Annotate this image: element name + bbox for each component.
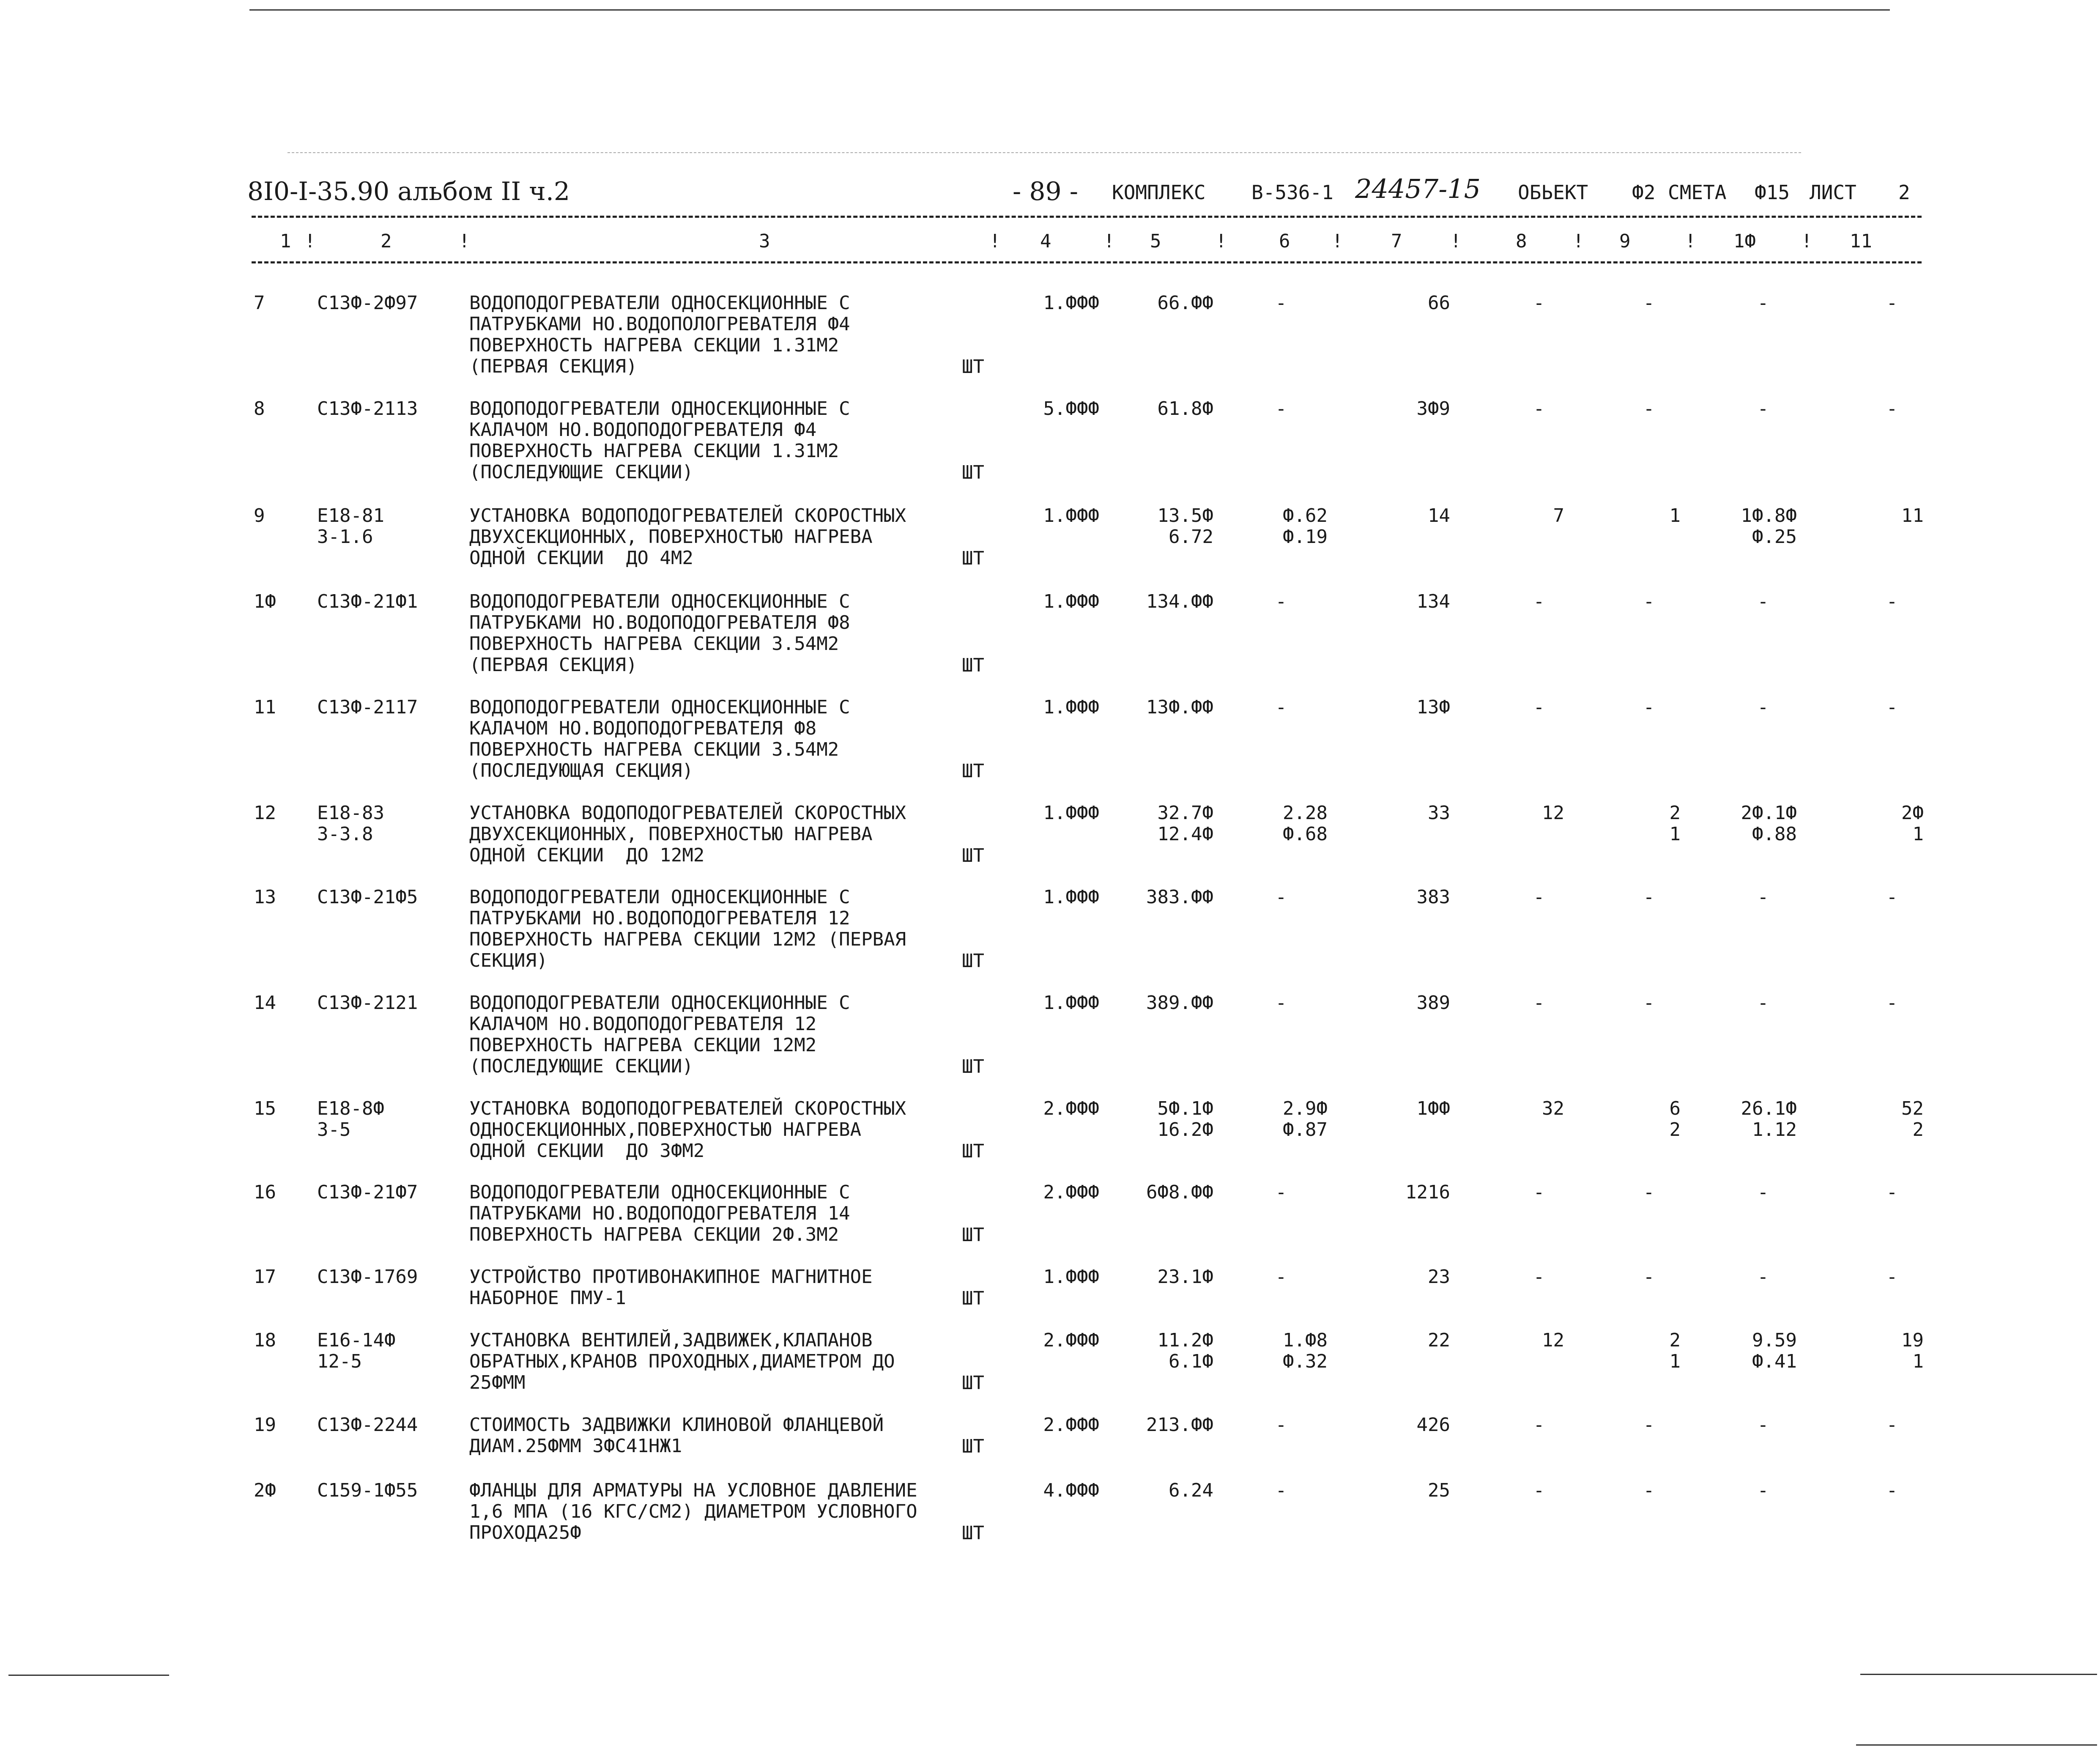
object-number: Ф2 — [1632, 181, 1656, 204]
row-number: 17 — [254, 1266, 276, 1288]
total-labor-hours: 19 — [1901, 1330, 1924, 1351]
total-labor-hours: 11 — [1901, 505, 1924, 526]
col-separator: ! — [1801, 230, 1813, 252]
row-number: 9 — [254, 505, 265, 526]
complex-label: КОМПЛЕКС — [1112, 181, 1206, 204]
machine-cost: - — [1643, 591, 1655, 612]
machine-cost: - — [1643, 1266, 1655, 1288]
labor-hours: - — [1757, 591, 1769, 612]
labor-hours: - — [1757, 1480, 1769, 1501]
work-description-line: УСТАНОВКА ВОДОПОДОГРЕВАТЕЛЕЙ СКОРОСТНЫХ — [469, 1098, 906, 1119]
resource-code: С13Ф-2113 — [317, 398, 418, 419]
row-number: 8 — [254, 398, 265, 419]
table-row — [0, 505, 2100, 590]
machine-cost: 1 — [1669, 1351, 1681, 1372]
labor-hours: Ф.41 — [1752, 1351, 1797, 1372]
labor-hours: Ф.25 — [1752, 526, 1797, 548]
estimate-number: Ф15 — [1755, 181, 1790, 204]
table-row — [0, 697, 2100, 781]
col-6: 6 — [1279, 230, 1290, 252]
work-description-line: 25ФММ — [469, 1372, 526, 1393]
col-separator: ! — [989, 230, 1001, 252]
object-label: ОБЬЕКТ — [1518, 181, 1588, 204]
unit-cost: 13.5Ф — [1157, 505, 1213, 526]
labor-hours: - — [1757, 1182, 1769, 1203]
work-description-line: ПОВЕРХНОСТЬ НАГРЕВА СЕКЦИИ 3.54М2 — [469, 633, 839, 655]
total-cost: 134 — [1416, 591, 1450, 612]
row-number: 16 — [254, 1182, 276, 1203]
labor-hours: - — [1757, 1266, 1769, 1288]
unit-of-measure: ШТ — [962, 845, 984, 866]
work-description-line: КАЛАЧОМ НО.ВОДОПОДОГРЕВАТЕЛЯ Ф4 — [469, 419, 817, 441]
doc-code: 8I0-I-35.90 альбом II ч.2 — [247, 177, 570, 206]
row-number: 2Ф — [254, 1480, 276, 1501]
total-cost: 25 — [1428, 1480, 1450, 1501]
work-description-line: ВОДОПОДОГРЕВАТЕЛИ ОДНОСЕКЦИОННЫЕ С — [469, 292, 850, 314]
total-wages: - — [1533, 591, 1545, 612]
col-separator: ! — [1103, 230, 1115, 252]
table-row — [0, 1480, 2100, 1565]
labor-hours: 1Ф.8Ф — [1741, 505, 1797, 526]
total-wages: 32 — [1542, 1098, 1564, 1119]
total-labor-hours: - — [1886, 591, 1898, 612]
work-description-line: ПРОХОДА25Ф — [469, 1522, 581, 1543]
work-description-line: (ПОСЛЕДУЮЩАЯ СЕКЦИЯ) — [469, 760, 693, 781]
total-labor-hours: 2 — [1912, 1119, 1924, 1140]
machine-cost: - — [1643, 292, 1655, 314]
unit-cost: 16.2Ф — [1157, 1119, 1213, 1140]
total-wages: 7 — [1553, 505, 1564, 526]
machine-cost: 6 — [1669, 1098, 1681, 1119]
labor-hours: - — [1757, 398, 1769, 419]
work-description-line: ОБРАТНЫХ,КРАНОВ ПРОХОДНЫХ,ДИАМЕТРОМ ДО — [469, 1351, 895, 1372]
total-wages: - — [1533, 992, 1545, 1014]
header-rule-top — [252, 216, 1922, 218]
table-row — [0, 398, 2100, 483]
total-wages: - — [1533, 1266, 1545, 1288]
total-labor-hours: - — [1886, 992, 1898, 1014]
labor-cost: - — [1275, 696, 1287, 718]
labor-hours: - — [1757, 292, 1769, 314]
unit-cost: 134.ФФ — [1146, 591, 1213, 612]
quantity: 2.ФФФ — [1043, 1182, 1099, 1203]
work-description-line: ПАТРУБКАМИ НО.ВОДОПОДОГРЕВАТЕЛЯ 12 — [469, 907, 850, 929]
quantity: 1.ФФФ — [1043, 802, 1099, 824]
work-description-line: УСТАНОВКА ВЕНТИЛЕЙ,ЗАДВИЖЕК,КЛАПАНОВ — [469, 1330, 873, 1351]
unit-cost: 13Ф.ФФ — [1146, 696, 1213, 718]
quantity: 1.ФФФ — [1043, 1266, 1099, 1288]
total-wages: 12 — [1542, 802, 1564, 824]
col-separator: ! — [1332, 230, 1343, 252]
labor-cost: - — [1275, 1480, 1287, 1501]
total-cost: 13Ф — [1416, 696, 1450, 718]
quantity: 5.ФФФ — [1043, 398, 1099, 419]
page-number: - 89 - — [1013, 177, 1079, 206]
work-description-line: ПОВЕРХНОСТЬ НАГРЕВА СЕКЦИИ 12М2 — [469, 1034, 817, 1056]
labor-hours: 9.59 — [1752, 1330, 1797, 1351]
work-description-line: ВОДОПОДОГРЕВАТЕЛИ ОДНОСЕКЦИОННЫЕ С — [469, 591, 850, 612]
resource-code: С13Ф-2Ф97 — [317, 292, 418, 314]
machine-cost: - — [1643, 992, 1655, 1014]
machine-cost: 2 — [1669, 802, 1681, 824]
table-row — [0, 803, 2100, 887]
unit-of-measure: ШТ — [962, 1056, 984, 1077]
col-separator: ! — [1685, 230, 1696, 252]
work-description-line: ВОДОПОДОГРЕВАТЕЛИ ОДНОСЕКЦИОННЫЕ С — [469, 992, 850, 1014]
row-number: 18 — [254, 1330, 276, 1351]
resource-code: 3-5 — [317, 1119, 351, 1140]
work-description-line: ВОДОПОДОГРЕВАТЕЛИ ОДНОСЕКЦИОННЫЕ С — [469, 886, 850, 908]
labor-cost: - — [1275, 1182, 1287, 1203]
total-labor-hours: 1 — [1912, 823, 1924, 845]
resource-code: 3-3.8 — [317, 823, 373, 845]
resource-code: С13Ф-2117 — [317, 696, 418, 718]
unit-cost: 5Ф.1Ф — [1157, 1098, 1213, 1119]
work-description-line: ПОВЕРХНОСТЬ НАГРЕВА СЕКЦИИ 1.31М2 — [469, 334, 839, 356]
work-description-line: КАЛАЧОМ НО.ВОДОПОДОГРЕВАТЕЛЯ 12 — [469, 1013, 817, 1035]
work-description-line: ОДНОЙ СЕКЦИИ ДО 3ФМ2 — [469, 1140, 705, 1162]
work-description-line: ПАТРУБКАМИ НО.ВОДОПОДОГРЕВАТЕЛЯ 14 — [469, 1203, 850, 1224]
work-description-line: (ПЕРВАЯ СЕКЦИЯ) — [469, 654, 638, 676]
unit-of-measure: ШТ — [962, 760, 984, 782]
total-cost: 66 — [1428, 292, 1450, 314]
machine-cost: 2 — [1669, 1330, 1681, 1351]
col-9: 9 — [1619, 230, 1631, 252]
col-11: 11 — [1850, 230, 1872, 252]
labor-cost: - — [1275, 1266, 1287, 1288]
work-description-line: ОДНОЙ СЕКЦИИ ДО 4М2 — [469, 547, 693, 569]
work-description-line: ДИАМ.25ФММ 3ФС41НЖ1 — [469, 1435, 682, 1457]
resource-code: С159-1Ф55 — [317, 1480, 418, 1501]
work-description-line: (ПЕРВАЯ СЕКЦИЯ) — [469, 356, 638, 377]
row-number: 1Ф — [254, 591, 276, 612]
work-description-line: ВОДОПОДОГРЕВАТЕЛИ ОДНОСЕКЦИОННЫЕ С — [469, 398, 850, 419]
labor-cost: 2.28 — [1283, 802, 1328, 824]
total-cost: 1ФФ — [1416, 1098, 1450, 1119]
col-3: 3 — [759, 230, 770, 252]
total-cost: 3Ф9 — [1416, 398, 1450, 419]
quantity: 1.ФФФ — [1043, 992, 1099, 1014]
labor-cost: Ф.32 — [1283, 1351, 1328, 1372]
work-description-line: ОДНОЙ СЕКЦИИ ДО 12М2 — [469, 844, 705, 866]
row-number: 12 — [254, 802, 276, 824]
unit-of-measure: ШТ — [962, 1522, 984, 1544]
table-row — [0, 1330, 2100, 1415]
col-separator: ! — [304, 230, 316, 252]
work-description-line: (ПОСЛЕДУЮЩИЕ СЕКЦИИ) — [469, 1055, 693, 1077]
labor-hours: - — [1757, 1414, 1769, 1436]
row-number: 19 — [254, 1414, 276, 1436]
total-labor-hours: - — [1886, 1182, 1898, 1203]
machine-cost: 1 — [1669, 823, 1681, 845]
total-labor-hours: - — [1886, 696, 1898, 718]
work-description-line: КАЛАЧОМ НО.ВОДОПОДОГРЕВАТЕЛЯ Ф8 — [469, 718, 817, 739]
resource-code: Е18-8Ф — [317, 1098, 384, 1119]
unit-cost: 11.2Ф — [1157, 1330, 1213, 1351]
resource-code: С13Ф-21Ф1 — [317, 591, 418, 612]
unit-of-measure: ШТ — [962, 356, 984, 378]
row-number: 11 — [254, 696, 276, 718]
work-description-line: ВОДОПОДОГРЕВАТЕЛИ ОДНОСЕКЦИОННЫЕ С — [469, 696, 850, 718]
total-wages: - — [1533, 696, 1545, 718]
resource-code: Е18-81 — [317, 505, 384, 526]
work-description-line: (ПОСЛЕДУЮЩИЕ СЕКЦИИ) — [469, 461, 693, 483]
total-labor-hours: 1 — [1912, 1351, 1924, 1372]
machine-cost: - — [1643, 398, 1655, 419]
bottom-right-scan-line-2 — [1856, 1744, 2097, 1746]
labor-cost: - — [1275, 292, 1287, 314]
resource-code: С13Ф-21Ф5 — [317, 886, 418, 908]
total-labor-hours: - — [1886, 1266, 1898, 1288]
total-cost: 1216 — [1405, 1182, 1450, 1203]
estimate-label: СМЕТА — [1668, 181, 1727, 204]
total-labor-hours: - — [1886, 886, 1898, 908]
resource-code: 12-5 — [317, 1351, 362, 1372]
quantity: 4.ФФФ — [1043, 1480, 1099, 1501]
table-row — [0, 1098, 2100, 1183]
col-4: 4 — [1040, 230, 1051, 252]
labor-cost: Ф.19 — [1283, 526, 1328, 548]
labor-hours: - — [1757, 696, 1769, 718]
total-wages: - — [1533, 1182, 1545, 1203]
work-description-line: СТОИМОСТЬ ЗАДВИЖКИ КЛИНОВОЙ ФЛАНЦЕВОЙ — [469, 1414, 884, 1436]
work-description-line: ВОДОПОДОГРЕВАТЕЛИ ОДНОСЕКЦИОННЫЕ С — [469, 1182, 850, 1203]
unit-of-measure: ШТ — [962, 548, 984, 569]
work-description-line: ПОВЕРХНОСТЬ НАГРЕВА СЕКЦИИ 3.54М2 — [469, 739, 839, 760]
upper-faint-line — [287, 152, 1801, 153]
quantity: 1.ФФФ — [1043, 505, 1099, 526]
total-cost: 383 — [1416, 886, 1450, 908]
row-number: 14 — [254, 992, 276, 1014]
labor-cost: - — [1275, 1414, 1287, 1436]
unit-of-measure: ШТ — [962, 462, 984, 483]
machine-cost: - — [1643, 1480, 1655, 1501]
unit-of-measure: ШТ — [962, 1224, 984, 1246]
total-labor-hours: - — [1886, 398, 1898, 419]
total-labor-hours: - — [1886, 1414, 1898, 1436]
total-cost: 389 — [1416, 992, 1450, 1014]
total-labor-hours: - — [1886, 1480, 1898, 1501]
total-cost: 33 — [1428, 802, 1450, 824]
table-row — [0, 992, 2100, 1077]
unit-cost: 383.ФФ — [1146, 886, 1213, 908]
unit-of-measure: ШТ — [962, 950, 984, 972]
complex-code: В-536-1 — [1251, 181, 1333, 204]
sheet-number: 2 — [1898, 181, 1910, 204]
quantity: 2.ФФФ — [1043, 1098, 1099, 1119]
resource-code: С13Ф-2244 — [317, 1414, 418, 1436]
resource-code: 3-1.6 — [317, 526, 373, 548]
labor-cost: Ф.62 — [1283, 505, 1328, 526]
unit-cost: 389.ФФ — [1146, 992, 1213, 1014]
unit-cost: 6Ф8.ФФ — [1146, 1182, 1213, 1203]
work-description-line: ДВУХСЕКЦИОННЫХ, ПОВЕРХНОСТЬЮ НАГРЕВА — [469, 526, 873, 548]
unit-of-measure: ШТ — [962, 1140, 984, 1162]
row-number: 7 — [254, 292, 265, 314]
top-scan-line — [249, 9, 1890, 11]
col-2: 2 — [381, 230, 392, 252]
work-description-line: УСТРОЙСТВО ПРОТИВОНАКИПНОЕ МАГНИТНОЕ — [469, 1266, 873, 1288]
table-row — [0, 887, 2100, 971]
unit-cost: 12.4Ф — [1157, 823, 1213, 845]
total-labor-hours: 2Ф — [1901, 802, 1924, 824]
labor-cost: - — [1275, 398, 1287, 419]
unit-cost: 6.1Ф — [1169, 1351, 1213, 1372]
labor-cost: - — [1275, 591, 1287, 612]
work-description-line: ПАТРУБКАМИ НО.ВОДОПОЛОГРЕВАТЕЛЯ Ф4 — [469, 313, 850, 335]
labor-hours: - — [1757, 886, 1769, 908]
work-description-line: УСТАНОВКА ВОДОПОДОГРЕВАТЕЛЕЙ СКОРОСТНЫХ — [469, 802, 906, 824]
total-labor-hours: 52 — [1901, 1098, 1924, 1119]
unit-cost: 23.1Ф — [1157, 1266, 1213, 1288]
row-number: 15 — [254, 1098, 276, 1119]
work-description-line: СЕКЦИЯ) — [469, 950, 548, 971]
col-separator: ! — [1450, 230, 1462, 252]
quantity: 1.ФФФ — [1043, 292, 1099, 314]
work-description-line: ПОВЕРХНОСТЬ НАГРЕВА СЕКЦИИ 1.31М2 — [469, 440, 839, 462]
quantity: 1.ФФФ — [1043, 886, 1099, 908]
resource-code: С13Ф-21Ф7 — [317, 1182, 418, 1203]
quantity: 2.ФФФ — [1043, 1330, 1099, 1351]
labor-cost: - — [1275, 992, 1287, 1014]
total-cost: 22 — [1428, 1330, 1450, 1351]
col-separator: ! — [1573, 230, 1584, 252]
total-cost: 14 — [1428, 505, 1450, 526]
table-row — [0, 293, 2100, 377]
unit-cost: 213.ФФ — [1146, 1414, 1213, 1436]
col-1: 1 — [280, 230, 291, 252]
col-10: 1Ф — [1733, 230, 1756, 252]
machine-cost: 2 — [1669, 1119, 1681, 1140]
bottom-right-scan-line — [1860, 1674, 2097, 1675]
quantity: 1.ФФФ — [1043, 696, 1099, 718]
quantity: 1.ФФФ — [1043, 591, 1099, 612]
quantity: 2.ФФФ — [1043, 1414, 1099, 1436]
row-number: 13 — [254, 886, 276, 908]
total-wages: - — [1533, 1414, 1545, 1436]
unit-of-measure: ШТ — [962, 1288, 984, 1309]
resource-code: С13Ф-2121 — [317, 992, 418, 1014]
labor-hours: 2Ф.1Ф — [1741, 802, 1797, 824]
machine-cost: 1 — [1669, 505, 1681, 526]
labor-cost: Ф.87 — [1283, 1119, 1328, 1140]
col-separator: ! — [1216, 230, 1227, 252]
labor-hours: - — [1757, 992, 1769, 1014]
total-wages: 12 — [1542, 1330, 1564, 1351]
work-description-line: 1,6 МПА (16 КГС/СМ2) ДИАМЕТРОМ УСЛОВНОГО — [469, 1501, 917, 1522]
labor-cost: 1.Ф8 — [1283, 1330, 1328, 1351]
labor-hours: Ф.88 — [1752, 823, 1797, 845]
labor-hours: 26.1Ф — [1741, 1098, 1797, 1119]
col-8: 8 — [1516, 230, 1527, 252]
labor-hours: 1.12 — [1752, 1119, 1797, 1140]
total-wages: - — [1533, 398, 1545, 419]
unit-of-measure: ШТ — [962, 1436, 984, 1457]
handwritten-number: 24457-15 — [1355, 173, 1481, 204]
labor-cost: 2.9Ф — [1283, 1098, 1328, 1119]
col-7: 7 — [1391, 230, 1402, 252]
resource-code: Е16-14Ф — [317, 1330, 396, 1351]
unit-cost: 32.7Ф — [1157, 802, 1213, 824]
total-wages: - — [1533, 1480, 1545, 1501]
machine-cost: - — [1643, 696, 1655, 718]
unit-of-measure: ШТ — [962, 655, 984, 676]
total-cost: 23 — [1428, 1266, 1450, 1288]
col-separator: ! — [459, 230, 470, 252]
labor-cost: Ф.68 — [1283, 823, 1328, 845]
table-row — [0, 591, 2100, 676]
total-wages: - — [1533, 292, 1545, 314]
total-wages: - — [1533, 886, 1545, 908]
machine-cost: - — [1643, 1414, 1655, 1436]
unit-cost: 6.24 — [1169, 1480, 1213, 1501]
work-description-line: ФЛАНЦЫ ДЛЯ АРМАТУРЫ НА УСЛОВНОЕ ДАВЛЕНИЕ — [469, 1480, 917, 1501]
resource-code: Е18-83 — [317, 802, 384, 824]
machine-cost: - — [1643, 886, 1655, 908]
header-rule-bottom — [252, 261, 1922, 263]
work-description-line: ДВУХСЕКЦИОННЫХ, ПОВЕРХНОСТЬЮ НАГРЕВА — [469, 823, 873, 845]
work-description-line: НАБОРНОЕ ПМУ-1 — [469, 1287, 626, 1309]
work-description-line: ПОВЕРХНОСТЬ НАГРЕВА СЕКЦИИ 12М2 (ПЕРВАЯ — [469, 929, 906, 950]
resource-code: С13Ф-1769 — [317, 1266, 418, 1288]
unit-cost: 61.8Ф — [1157, 398, 1213, 419]
col-5: 5 — [1150, 230, 1161, 252]
work-description-line: ПАТРУБКАМИ НО.ВОДОПОДОГРЕВАТЕЛЯ Ф8 — [469, 612, 850, 633]
bottom-left-scan-line — [8, 1675, 169, 1676]
work-description-line: ПОВЕРХНОСТЬ НАГРЕВА СЕКЦИИ 2Ф.3М2 — [469, 1224, 839, 1245]
unit-of-measure: ШТ — [962, 1372, 984, 1394]
sheet-label: ЛИСТ — [1810, 181, 1856, 204]
work-description-line: ОДНОСЕКЦИОННЫХ,ПОВЕРХНОСТЬЮ НАГРЕВА — [469, 1119, 862, 1140]
labor-cost: - — [1275, 886, 1287, 908]
total-labor-hours: - — [1886, 292, 1898, 314]
machine-cost: - — [1643, 1182, 1655, 1203]
unit-cost: 66.ФФ — [1157, 292, 1213, 314]
table-row — [0, 1182, 2100, 1267]
unit-cost: 6.72 — [1169, 526, 1213, 548]
work-description-line: УСТАНОВКА ВОДОПОДОГРЕВАТЕЛЕЙ СКОРОСТНЫХ — [469, 505, 906, 526]
total-cost: 426 — [1416, 1414, 1450, 1436]
